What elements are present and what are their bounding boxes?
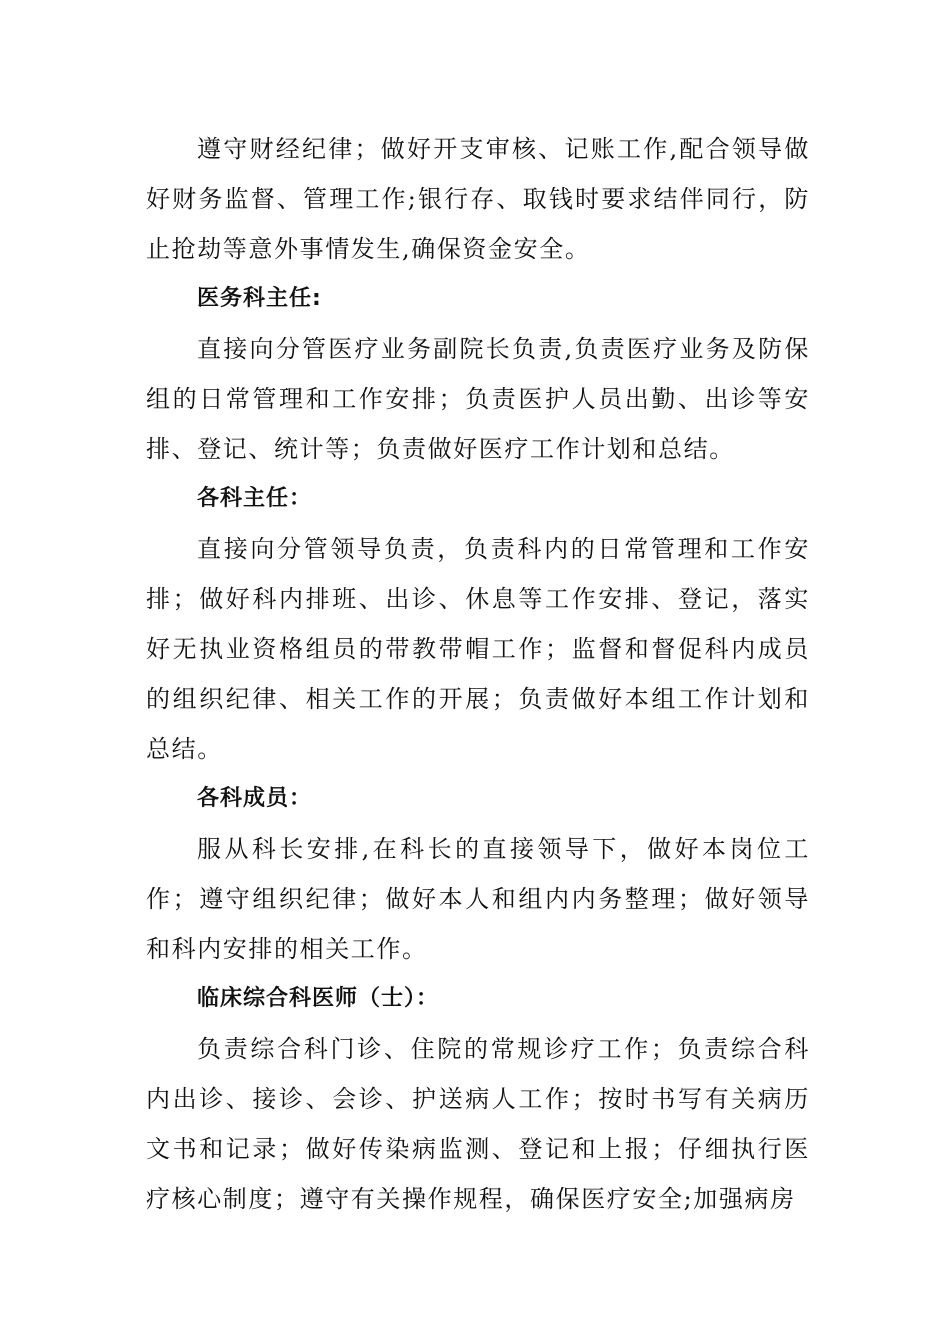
clinical-physician-paragraph: 负责综合科门诊、住院的常规诊疗工作；负责综合科内出诊、接诊、会诊、护送病人工作；按时书写有关病历文书和记录；做好传染病监测、登记和上报；仔细执行医疗核心制度；遵守有关操作规程，确保医疗安全;加强病房 <box>146 1035 810 1213</box>
medical-director-paragraph: 直接向分管医疗业务副院长负责,负责医疗业务及防保组的日常管理和工作安排；负责医护人员出勤、出诊等安排、登记、统计等；负责做好医疗工作计划和总结。 <box>146 335 810 463</box>
department-member-paragraph: 服从科长安排,在科长的直接领导下，做好本岗位工作；遵守组织纪律；做好本人和组内内务整理；做好领导和科内安排的相关工作。 <box>146 835 810 963</box>
department-director-heading: 各科主任： <box>197 486 313 511</box>
clinical-physician-heading: 临床综合科医师（士）： <box>197 986 440 1011</box>
medical-director-heading: 医务科主任: <box>197 286 322 311</box>
department-member-heading: 各科成员： <box>197 786 313 811</box>
finance-duties-paragraph: 遵守财经纪律；做好开支审核、记账工作,配合领导做好财务监督、管理工作;银行存、取钱时要求结伴同行，防止抢劫等意外事情发生,确保资金安全。 <box>146 135 810 263</box>
department-director-paragraph: 直接向分管领导负责，负责科内的日常管理和工作安排；做好科内排班、出诊、休息等工作安排、登记，落实好无执业资格组员的带教带帽工作；监督和督促科内成员的组织纪律、相关工作的开展；负责做好本组工作计划和总结。 <box>146 535 810 763</box>
document-body <box>146 124 810 1224</box>
